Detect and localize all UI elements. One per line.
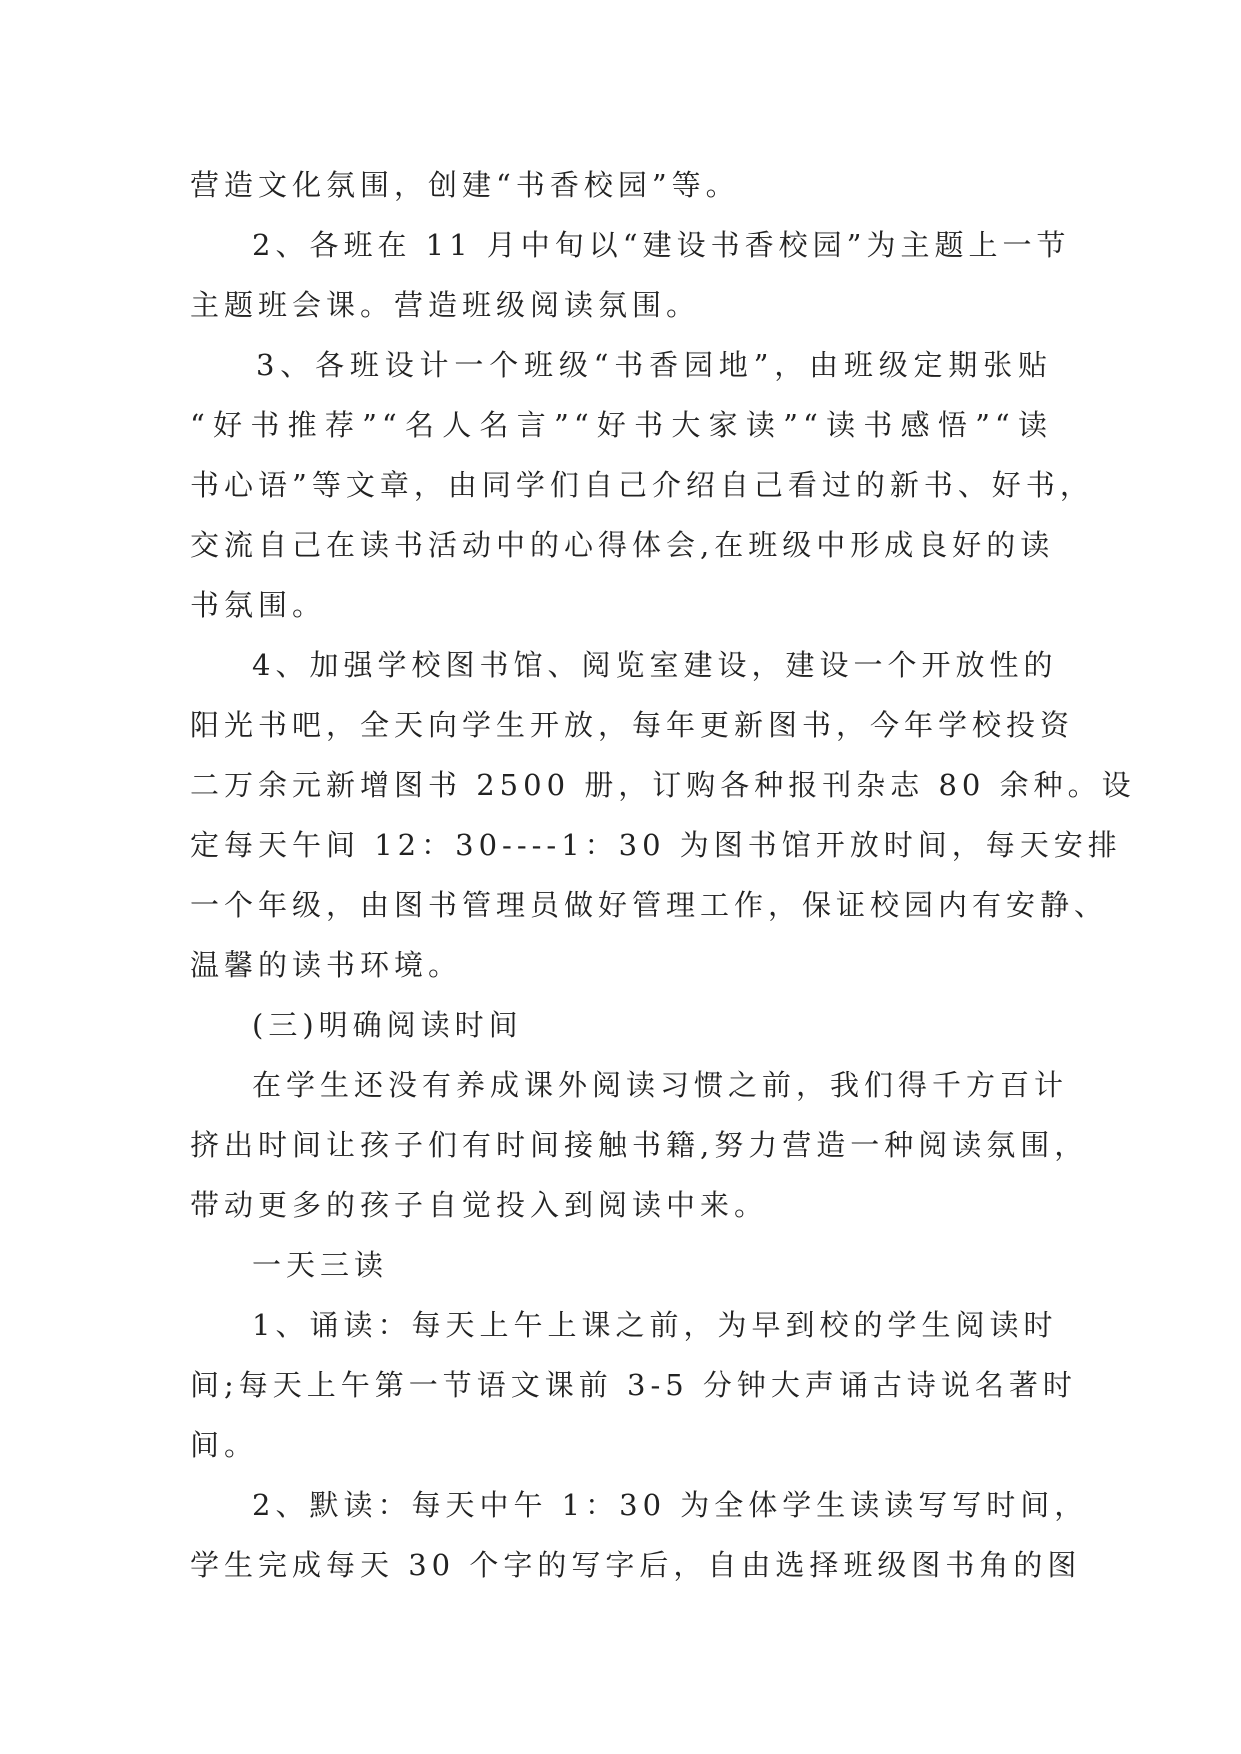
paragraph-line: 阳光书吧，全天向学生开放，每年更新图书，今年学校投资 xyxy=(190,708,1075,742)
paragraph-line: 在学生还没有养成课外阅读习惯之前，我们得千方百计 xyxy=(252,1068,1069,1102)
paragraph-line: 带动更多的孩子自觉投入到阅读中来。 xyxy=(190,1188,769,1222)
paragraph-line: 定每天午间 12：30----1：30 为图书馆开放时间，每天安排 xyxy=(190,828,1122,862)
paragraph-line: 一个年级，由图书管理员做好管理工作，保证校园内有安静、 xyxy=(190,888,1109,922)
paragraph-line: 营造文化氛围，创建“书香校园”等。 xyxy=(190,168,740,202)
paragraph-line: 主题班会课。营造班级阅读氛围。 xyxy=(190,288,701,322)
paragraph-line: 温馨的读书环境。 xyxy=(190,948,463,982)
paragraph-line: 挤出时间让孩子们有时间接触书籍,努力营造一种阅读氛围， xyxy=(190,1128,1089,1162)
paragraph-line: 1、诵读：每天上午上课之前，为早到校的学生阅读时 xyxy=(252,1308,1058,1342)
paragraph-line: 书氛围。 xyxy=(190,588,327,622)
paragraph-line: 学生完成每天 30 个字的写字后，自由选择班级图书角的图 xyxy=(190,1548,1082,1582)
document-body xyxy=(190,155,1136,1595)
section-heading: (三)明确阅读时间 xyxy=(252,1008,523,1042)
paragraph-line: 交流自己在读书活动中的心得体会,在班级中形成良好的读 xyxy=(190,528,1055,562)
paragraph-line: 2、各班在 11 月中旬以“建设书香校园”为主题上一节 xyxy=(252,228,1071,262)
paragraph-line: 2、默读：每天中午 1：30 为全体学生读读写写时间， xyxy=(252,1488,1089,1522)
paragraph-line: “好书推荐”“名人名言”“好书大家读”“读书感悟”“读 xyxy=(190,408,1052,442)
subsection-heading: 一天三读 xyxy=(252,1248,389,1282)
paragraph-line: 间。 xyxy=(190,1428,259,1462)
paragraph-line: 书心语”等文章，由同学们自己介绍自己看过的新书、好书， xyxy=(190,468,1094,502)
paragraph-line: 4、加强学校图书馆、阅览室建设，建设一个开放性的 xyxy=(252,648,1058,682)
paragraph-line: 3、各班设计一个班级“书香园地”，由班级定期张贴 xyxy=(256,348,1052,382)
paragraph-line: 二万余元新增图书 2500 册，订购各种报刊杂志 80 余种。设 xyxy=(190,768,1136,802)
paragraph-line: 间;每天上午第一节语文课前 3-5 分钟大声诵古诗说名著时 xyxy=(190,1368,1077,1402)
